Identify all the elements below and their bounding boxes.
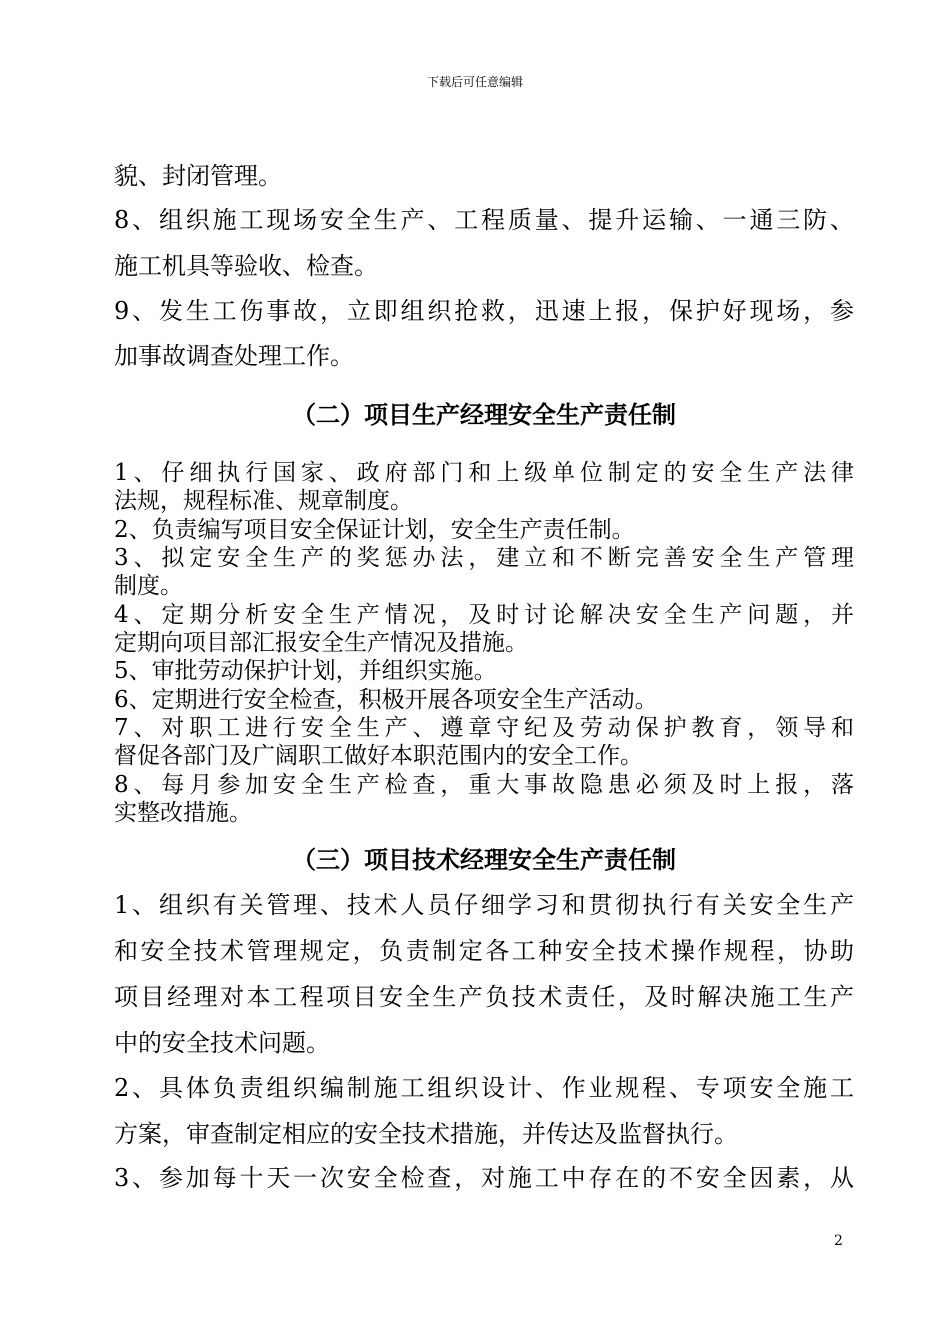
paragraph-line: 2、具体负责组织编制施工组织设计、作业规程、专项安全施工 (114, 1074, 854, 1102)
paragraph-line: 定期向项目部汇报安全生产情况及措施。 (114, 630, 528, 656)
paragraph-line: 法规，规程标准、规章制度。 (114, 488, 413, 514)
section-title: （三）项目技术经理安全生产责任制 (292, 845, 676, 874)
paragraph-line: 2、负责编写项目安全保证计划，安全生产责任制。 (114, 517, 635, 543)
section-title: （二）项目生产经理安全生产责任制 (292, 400, 676, 429)
paragraph-line: 项目经理对本工程项目安全生产负技术责任，及时解决施工生产 (114, 983, 854, 1011)
paragraph-line: 8、组织施工现场安全生产、工程质量、提升运输、一通三防、 (114, 206, 854, 234)
paragraph-line: 实整改措施。 (114, 800, 252, 826)
paragraph-line: 中的安全技术问题。 (114, 1029, 330, 1057)
paragraph-line: 3、参加每十天一次安全检查，对施工中存在的不安全因素，从 (114, 1164, 854, 1192)
paragraph-line: 7、对职工进行安全生产、遵章守纪及劳动保护教育，领导和 (114, 715, 854, 741)
page-header: 下载后可任意编辑 (426, 75, 523, 89)
paragraph-line: 4、定期分析安全生产情况，及时讨论解决安全生产问题，并 (114, 602, 854, 628)
paragraph-line: 1、组织有关管理、技术人员仔细学习和贯彻执行有关安全生产 (114, 891, 854, 919)
paragraph-line: 貌、封闭管理。 (114, 162, 282, 190)
paragraph-line: 5、审批劳动保护计划，并组织实施。 (114, 658, 497, 684)
paragraph-line: 施工机具等验收、检查。 (114, 252, 378, 280)
paragraph-line: 9、发生工伤事故，立即组织抢救，迅速上报，保护好现场，参 (114, 297, 854, 325)
paragraph-line: 8、每月参加安全生产检查，重大事故隐患必须及时上报，落 (114, 772, 854, 798)
paragraph-line: 方案，审查制定相应的安全技术措施，并传达及监督执行。 (114, 1120, 738, 1148)
paragraph-line: 和安全技术管理规定，负责制定各工种安全技术操作规程，协助 (114, 937, 854, 965)
paragraph-line: 制度。 (114, 573, 183, 599)
paragraph-line: 1、仔细执行国家、政府部门和上级单位制定的安全生产法律 (114, 460, 854, 486)
paragraph-line: 督促各部门及广阔职工做好本职范围内的安全工作。 (114, 743, 643, 769)
paragraph-line: 加事故调查处理工作。 (114, 342, 354, 370)
paragraph-line: 3、拟定安全生产的奖惩办法，建立和不断完善安全生产管理 (114, 545, 854, 571)
page-number: 2 (834, 1233, 843, 1249)
paragraph-line: 6、定期进行安全检查，积极开展各项安全生产活动。 (114, 687, 658, 713)
